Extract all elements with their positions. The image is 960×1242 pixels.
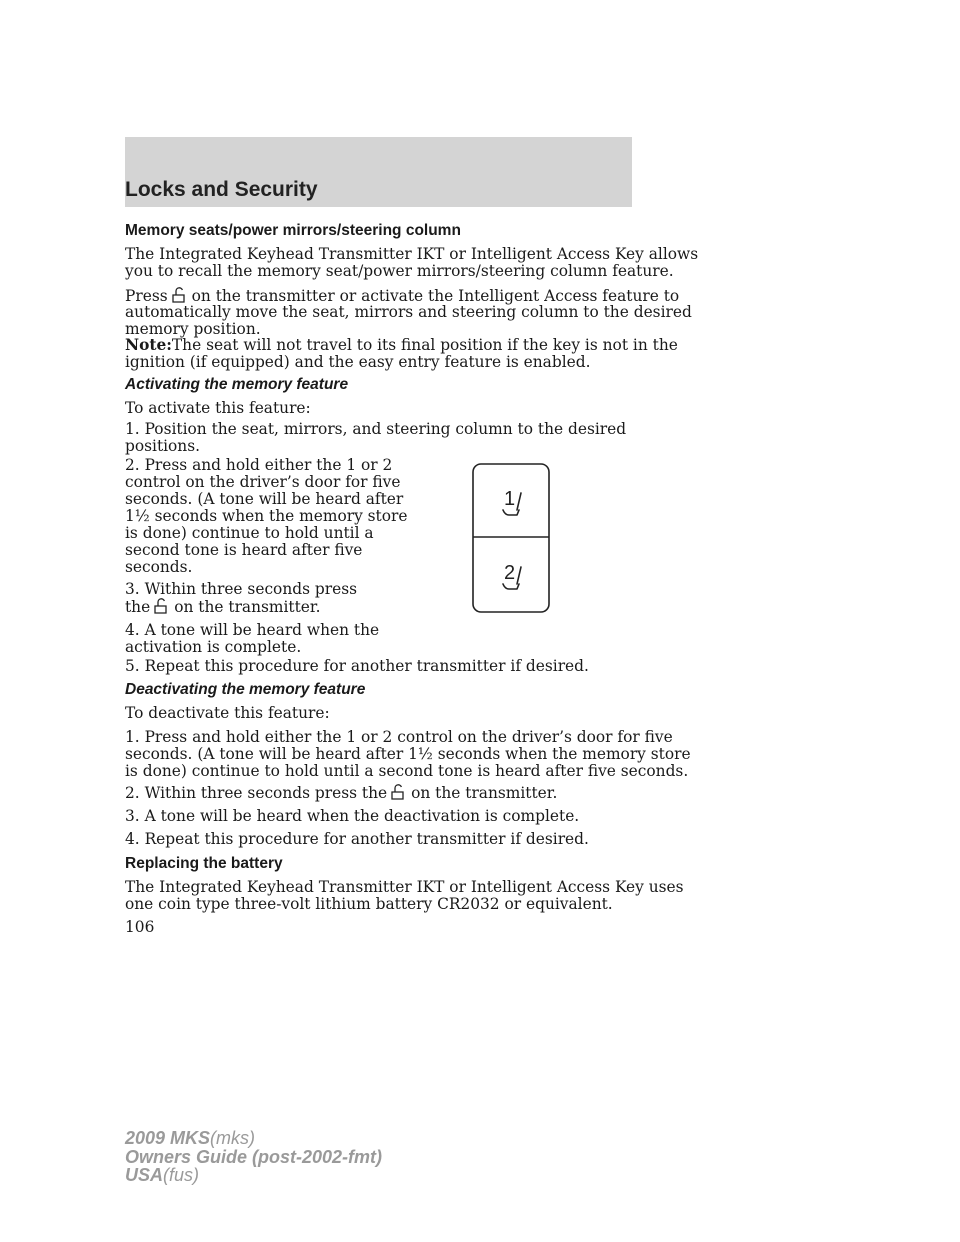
section-title: Locks and Security — [125, 178, 318, 201]
footer-market-code: (fus) — [163, 1165, 200, 1185]
deactivate-step-3: 3. A tone will be heard when the deactivation is complete. — [125, 807, 580, 825]
deactivate-step-1-line-3: is done) continue to hold until a second tone is heard after five seconds. — [125, 762, 689, 780]
press-word: Press — [125, 287, 168, 305]
page-number: 106 — [125, 918, 155, 936]
unlock-icon — [170, 287, 188, 303]
deactivate-step-1-line-2: seconds. (A tone will be heard after 1½ seconds when the memory store — [125, 745, 691, 763]
footer-model: 2009 MKS — [125, 1128, 211, 1148]
intro-line-2: you to recall the memory seat/power mirrors/steering column feature. — [125, 262, 674, 280]
intro-line-1: The Integrated Keyhead Transmitter IKT or Intelligent Access Key allows — [125, 245, 699, 263]
footer-line-2: Owners Guide (post-2002-fmt) — [125, 1146, 383, 1167]
deactivate-step-2 — [125, 784, 557, 802]
note-line-2: ignition (if equipped) and the easy entry feature is enabled. — [125, 353, 591, 371]
press-line-2: automatically move the seat, mirrors and steering column to the desired — [125, 303, 692, 321]
activate-step-3-rest: on the transmitter. — [174, 598, 321, 616]
activate-step-3-line-1: 3. Within three seconds press — [125, 580, 357, 598]
memory-switch-illustration — [472, 463, 552, 619]
deactivate-step-4: 4. Repeat this procedure for another transmitter if desired. — [125, 830, 589, 848]
unlock-icon — [389, 784, 407, 800]
heading-deactivating: Deactivating the memory feature — [125, 681, 366, 698]
note-line-1-rest: The seat will not travel to its final position if the key is not in the — [171, 336, 678, 354]
activate-intro: To activate this feature: — [125, 399, 311, 417]
heading-replacing-battery: Replacing the battery — [125, 855, 283, 872]
battery-line-1: The Integrated Keyhead Transmitter IKT or Intelligent Access Key uses — [125, 878, 684, 896]
activate-step-1-line-1: 1. Position the seat, mirrors, and steering column to the desired — [125, 420, 627, 438]
press-line-1-rest: on the transmitter or activate the Intelligent Access feature to — [191, 287, 680, 305]
activate-step-5: 5. Repeat this procedure for another transmitter if desired. — [125, 657, 589, 675]
activate-step-2-line-3: seconds. (A tone will be heard after — [125, 490, 404, 508]
deactivate-step-2-pre: 2. Within three seconds press the — [125, 784, 388, 802]
activate-step-2-line-7: seconds. — [125, 558, 193, 576]
activate-step-2-line-4: 1½ seconds when the memory store — [125, 507, 408, 525]
activate-step-2-line-5: is done) continue to hold until a — [125, 524, 374, 542]
heading-memory-seats: Memory seats/power mirrors/steering column — [125, 222, 461, 239]
note-label: Note: — [125, 336, 172, 354]
activate-step-2-line-1: 2. Press and hold either the 1 or 2 — [125, 456, 393, 474]
footer-market: USA — [125, 1165, 164, 1185]
press-line-3: memory position. — [125, 320, 261, 338]
deactivate-step-1-line-1: 1. Press and hold either the 1 or 2 control on the driver’s door for five — [125, 728, 673, 746]
note-line-1 — [125, 337, 678, 354]
deactivate-step-2-post: on the transmitter. — [411, 784, 558, 802]
footer-line-3 — [125, 1166, 382, 1185]
deactivate-intro: To deactivate this feature: — [125, 704, 330, 722]
memory-button-2-number: 2 — [504, 562, 516, 584]
activate-step-3-line-2 — [125, 598, 320, 616]
activate-step-1-line-2: positions. — [125, 437, 201, 455]
activate-step-2-line-2: control on the driver’s door for five — [125, 473, 401, 491]
battery-line-2: one coin type three-volt lithium battery CR2032 or equivalent. — [125, 895, 613, 913]
memory-button-1-number: 1 — [504, 488, 516, 510]
activate-step-3-the: the — [125, 598, 151, 616]
activate-step-4-line-1: 4. A tone will be heard when the — [125, 621, 380, 639]
activate-step-4-line-2: activation is complete. — [125, 638, 302, 656]
footer-line-1 — [125, 1129, 382, 1148]
heading-activating: Activating the memory feature — [125, 376, 349, 393]
unlock-icon — [152, 598, 170, 614]
footer-model-code: (mks) — [210, 1128, 256, 1148]
activate-step-2-line-6: second tone is heard after five — [125, 541, 363, 559]
footer-document-info — [125, 1129, 382, 1185]
